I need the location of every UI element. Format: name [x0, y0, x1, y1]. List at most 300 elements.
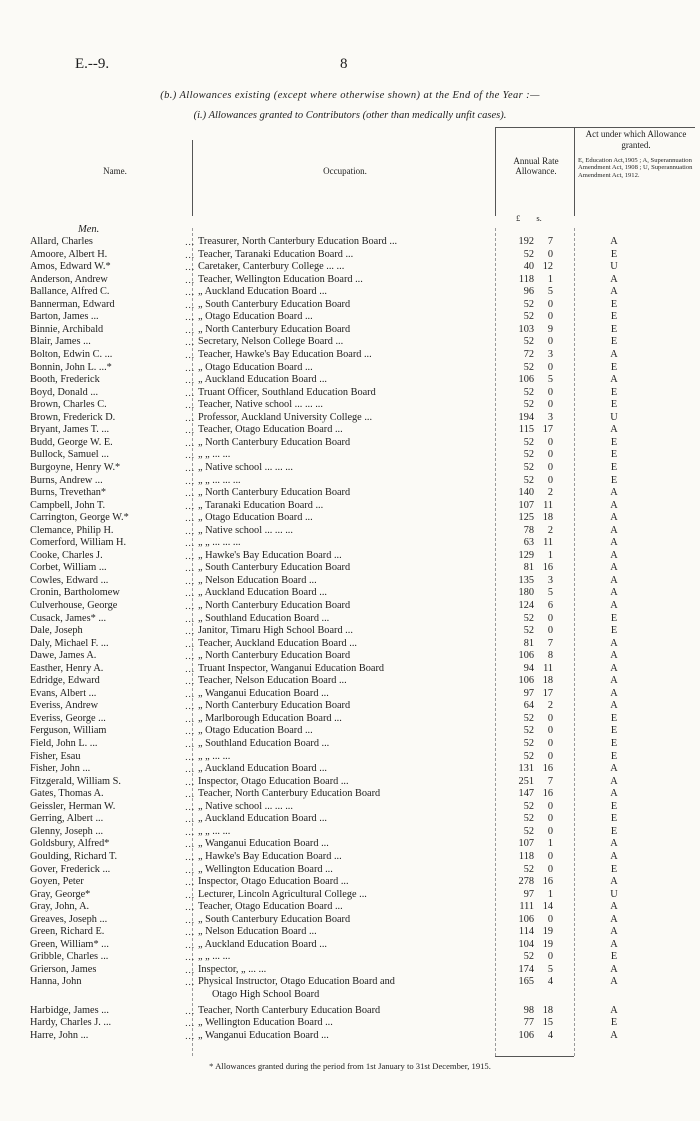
table-row [0, 976, 700, 988]
table-row [0, 1017, 700, 1029]
occupation-cell: „ North Canterbury Education Board [198, 700, 351, 712]
act-code: E [610, 725, 618, 737]
annual-rate-shillings: 5 [547, 963, 553, 975]
leader-dots: ... [185, 889, 195, 900]
act-code: A [610, 763, 618, 775]
annual-rate-pounds: 81 [523, 562, 534, 574]
name-cell: Clemance, Philip H. [30, 524, 114, 536]
leader-dots: ... [185, 262, 195, 273]
name-cell: Campbell, John T. [30, 499, 106, 511]
table-row [0, 638, 700, 650]
annual-rate-shillings: 17 [542, 424, 553, 436]
annual-rate-shillings: 0 [547, 612, 553, 624]
annual-rate-pounds: 52 [523, 361, 534, 373]
annual-rate-pounds: 98 [523, 1004, 534, 1016]
leader-dots: ... [185, 651, 195, 662]
act-code: A [610, 700, 618, 712]
occupation-cell: „ Otago Education Board ... [198, 311, 313, 323]
act-code: A [610, 838, 618, 850]
leader-dots: ... [185, 425, 195, 436]
name-cell: Amos, Edward W.* [30, 261, 111, 273]
leader-dots: ... [185, 964, 195, 975]
table-row [0, 926, 700, 938]
occupation-cell: „ South Canterbury Education Board [198, 913, 351, 925]
table-row [0, 688, 700, 700]
table-row [0, 625, 700, 637]
occupation-cell: „ Native school ... ... ... [198, 461, 293, 473]
annual-rate-shillings: 0 [547, 298, 553, 310]
annual-rate-pounds: 131 [518, 763, 534, 775]
occupation-cell: Teacher, North Canterbury Education Board [198, 788, 381, 800]
annual-rate-pounds: 135 [518, 574, 534, 586]
annual-rate-shillings: 12 [542, 261, 553, 273]
act-code: A [610, 1029, 618, 1041]
annual-rate-pounds: 94 [523, 662, 534, 674]
leader-dots: ... [185, 826, 195, 837]
table-row [0, 299, 700, 311]
column-divider-rate [574, 127, 575, 216]
name-cell: Gates, Thomas A. [30, 788, 104, 800]
page-number: 8 [340, 56, 348, 72]
leader-dots: ... [185, 525, 195, 536]
name-cell: Gray, George* [30, 888, 91, 900]
table-row [0, 349, 700, 361]
act-code: A [610, 512, 618, 524]
act-code: U [610, 888, 618, 900]
act-code: A [610, 850, 618, 862]
annual-rate-shillings: 3 [547, 349, 553, 360]
table-row [0, 537, 700, 549]
annual-rate-pounds: 125 [518, 512, 534, 524]
footnote: * Allowances granted during the period from 1st January to 31st December, 1915. [209, 1061, 491, 1071]
occupation-cell: Professor, Auckland University College ... [198, 411, 373, 423]
table-row [0, 286, 700, 298]
table-row [0, 512, 700, 524]
act-code: E [610, 474, 618, 486]
act-code: E [610, 800, 618, 812]
annual-rate-pounds: 114 [518, 926, 534, 938]
name-cell: Budd, George W. E. [30, 436, 113, 448]
annual-rate-shillings: 0 [547, 813, 553, 825]
table-row [0, 500, 700, 512]
name-cell: Cooke, Charles J. [30, 549, 103, 561]
annual-rate-pounds: 107 [518, 838, 534, 850]
act-code: E [610, 386, 618, 398]
leader-dots: ... [185, 249, 195, 260]
act-code: A [610, 775, 618, 787]
name-cell: Gerring, Albert ... [30, 813, 104, 825]
pound-unit: £ [516, 213, 521, 223]
leader-dots: ... [185, 513, 195, 524]
occupation-cell: „ Hawke's Bay Education Board ... [198, 850, 342, 862]
annual-rate-pounds: 52 [523, 725, 534, 737]
act-code: E [610, 738, 618, 749]
act-code: A [610, 273, 618, 285]
annual-rate-shillings: 16 [542, 562, 553, 574]
leader-dots: ... [185, 952, 195, 963]
act-code: A [610, 562, 618, 574]
occupation-cell: „ Otago Education Board ... [198, 361, 313, 373]
annual-rate-shillings: 4 [547, 1029, 553, 1041]
leader-dots: ... [185, 789, 195, 800]
leader-dots: ... [185, 488, 195, 498]
annual-rate-pounds: 115 [518, 424, 534, 436]
annual-rate-shillings: 5 [547, 587, 553, 599]
name-cell: Gribble, Charles ... [30, 951, 109, 963]
table-row [0, 700, 700, 712]
annual-rate-pounds: 40 [523, 261, 534, 273]
annual-rate-shillings: 0 [547, 800, 553, 812]
occupation-cell: „ North Canterbury Education Board [198, 599, 351, 611]
leader-dots: ... [185, 902, 195, 913]
annual-rate-pounds: 106 [518, 913, 534, 925]
annual-rate-shillings: 18 [542, 512, 553, 524]
table-row [0, 801, 700, 813]
annual-rate-shillings: 18 [542, 1004, 553, 1016]
act-code: E [610, 712, 618, 724]
occupation-cell: Treasurer, North Canterbury Education Board ... [198, 236, 398, 247]
annual-rate-shillings: 0 [547, 436, 553, 448]
document-reference: E.--9. [75, 56, 110, 72]
annual-rate-shillings: 0 [547, 712, 553, 724]
name-cell: Fisher, Esau [30, 750, 81, 762]
name-cell: Anderson, Andrew [30, 273, 108, 285]
annual-rate-pounds: 129 [518, 549, 534, 561]
leader-dots: ... [185, 613, 195, 624]
act-code: U [610, 411, 618, 423]
name-cell: Goldsbury, Alfred* [30, 838, 110, 850]
annual-rate-shillings: 0 [547, 825, 553, 837]
leader-dots: ... [185, 450, 195, 461]
leader-dots: ... [185, 1018, 195, 1029]
annual-rate-pounds: 104 [518, 938, 534, 950]
name-cell: Dale, Joseph [30, 625, 83, 636]
annual-rate-shillings: 18 [542, 675, 553, 687]
table-row [0, 387, 700, 399]
leader-dots: ... [185, 1030, 195, 1041]
annual-rate-pounds: 52 [523, 449, 534, 461]
name-cell: Ballance, Alfred C. [30, 286, 110, 298]
currency-units [516, 213, 542, 223]
act-code: A [610, 424, 618, 436]
act-code: A [610, 637, 618, 649]
name-cell: Green, William* ... [30, 938, 109, 950]
leader-dots: ... [185, 462, 195, 473]
annual-rate-shillings: 11 [543, 499, 553, 511]
table-row [0, 525, 700, 537]
name-cell: Edridge, Edward [30, 675, 100, 687]
table-row [0, 914, 700, 926]
annual-rate-shillings: 0 [547, 725, 553, 737]
leader-dots: ... [185, 600, 195, 611]
annual-rate-pounds: 118 [518, 850, 534, 862]
table-row [0, 776, 700, 788]
occupation-cell: Janitor, Timaru High School Board ... [198, 625, 353, 636]
act-code: A [610, 926, 618, 938]
column-header-act: Act under which Allowance granted. [585, 129, 687, 150]
act-code: A [610, 876, 618, 887]
leader-dots: ... [185, 814, 195, 825]
leader-dots: ... [185, 588, 195, 599]
annual-rate-pounds: 52 [523, 625, 534, 636]
annual-rate-pounds: 52 [523, 399, 534, 411]
table-subtitle: (i.) Allowances granted to Contributors (other than medically unfit cases). [193, 110, 507, 121]
table-row [0, 725, 700, 737]
annual-rate-pounds: 52 [523, 863, 534, 875]
occupation-cell: „ Otago Education Board ... [198, 512, 313, 524]
act-code: A [610, 587, 618, 599]
table-row [0, 675, 700, 687]
name-cell: Easther, Henry A. [30, 662, 104, 674]
annual-rate-pounds: 52 [523, 951, 534, 963]
occupation-cell: „ Auckland Education Board ... [198, 938, 327, 950]
name-cell: Bannerman, Edward [30, 298, 115, 310]
name-cell: Grierson, James [30, 963, 97, 975]
table-row [0, 261, 700, 273]
table-row [0, 650, 700, 662]
table-row-continuation [0, 989, 700, 1001]
name-cell: Goulding, Richard T. [30, 850, 118, 862]
leader-dots: ... [185, 287, 195, 298]
column-header-annual-rate: Annual Rate Allowance. [513, 156, 559, 176]
shilling-unit: s. [536, 213, 542, 223]
leader-dots: ... [185, 387, 195, 398]
annual-rate-pounds: 96 [523, 286, 534, 298]
table-row [0, 826, 700, 838]
occupation-cell: „ „ ... ... [198, 449, 231, 461]
leader-dots: ... [185, 538, 195, 549]
act-code: A [610, 913, 618, 925]
occupation-cell: „ Nelson Education Board ... [198, 926, 317, 938]
occupation-cell: Teacher, Otago Education Board ... [198, 424, 343, 436]
name-cell: Burgoyne, Henry W.* [30, 461, 121, 473]
annual-rate-shillings: 0 [547, 474, 553, 486]
table-row [0, 424, 700, 436]
act-code: A [610, 650, 618, 662]
act-code: E [610, 361, 618, 373]
table-row [0, 236, 700, 248]
leader-dots: ... [185, 776, 195, 787]
annual-rate-pounds: 63 [523, 537, 534, 549]
name-cell: Glenny, Joseph ... [30, 825, 104, 837]
act-code: A [610, 788, 618, 800]
annual-rate-shillings: 11 [543, 537, 553, 549]
name-cell: Booth, Frederick [30, 374, 100, 386]
occupation-cell: „ „ ... ... ... [198, 474, 241, 486]
occupation-cell: „ Auckland Education Board ... [198, 763, 327, 775]
table-row [0, 751, 700, 763]
occupation-cell: Lecturer, Lincoln Agricultural College ... [198, 888, 367, 900]
act-code: A [610, 662, 618, 674]
occupation-cell: „ „ ... ... [198, 825, 231, 837]
table-row [0, 663, 700, 675]
name-cell: Carrington, George W.* [30, 512, 129, 524]
act-code: E [610, 951, 618, 963]
name-cell: Bullock, Samuel ... [30, 449, 109, 461]
name-cell: Blair, James ... [30, 336, 91, 348]
name-cell: Hardy, Charles J. ... [30, 1017, 112, 1029]
annual-rate-shillings: 3 [547, 411, 553, 423]
leader-dots: ... [185, 713, 195, 724]
name-cell: Burns, Trevethan* [30, 487, 107, 498]
name-cell: Corbet, William ... [30, 562, 107, 574]
name-cell: Harbidge, James ... [30, 1004, 109, 1016]
name-cell: Boyd, Donald ... [30, 386, 99, 398]
table-row [0, 462, 700, 474]
annual-rate-shillings: 19 [542, 938, 553, 950]
leader-dots: ... [185, 801, 195, 812]
occupation-cell: Truant Officer, Southland Education Board [198, 386, 376, 398]
leader-dots: ... [185, 299, 195, 310]
name-cell: Bolton, Edwin C. ... [30, 349, 113, 360]
annual-rate-shillings: 15 [542, 1017, 553, 1029]
name-cell: Everiss, George ... [30, 712, 106, 724]
annual-rate-pounds: 106 [518, 650, 534, 662]
table-row [0, 562, 700, 574]
annual-rate-shillings: 5 [547, 286, 553, 298]
leader-dots: ... [185, 274, 195, 285]
annual-rate-pounds: 180 [518, 587, 534, 599]
occupation-cell: Teacher, Otago Education Board ... [198, 901, 343, 913]
annual-rate-pounds: 72 [523, 349, 534, 360]
occupation-cell: „ North Canterbury Education Board [198, 436, 351, 448]
leader-dots: ... [185, 638, 195, 649]
name-cell: Culverhouse, George [30, 599, 118, 611]
leader-dots: ... [185, 400, 195, 411]
act-code: E [610, 625, 618, 636]
column-header-name: Name. [103, 166, 127, 176]
leader-dots: ... [185, 839, 195, 850]
occupation-cell: „ North Canterbury Education Board [198, 487, 351, 498]
occupation-cell: „ „ ... ... ... [198, 537, 241, 549]
annual-rate-pounds: 165 [518, 976, 534, 988]
table-row [0, 813, 700, 825]
section-label-men: Men. [78, 224, 100, 235]
act-code: E [610, 813, 618, 825]
occupation-cell: „ Nelson Education Board ... [198, 574, 317, 586]
name-cell: Fisher, John ... [30, 763, 91, 775]
occupation-cell: „ Otago Education Board ... [198, 725, 313, 737]
act-code: E [610, 298, 618, 310]
annual-rate-pounds: 278 [518, 876, 534, 887]
table-row [0, 449, 700, 461]
name-cell: Field, John L. ... [30, 738, 98, 749]
leader-dots: ... [185, 337, 195, 348]
leader-dots: ... [185, 1005, 195, 1016]
act-code: A [610, 963, 618, 975]
table-row [0, 1030, 700, 1042]
annual-rate-shillings: 8 [547, 650, 553, 662]
act-code: E [610, 399, 618, 411]
column-divider-occupation [495, 127, 496, 216]
table-row [0, 738, 700, 750]
annual-rate-shillings: 16 [542, 788, 553, 800]
act-code: A [610, 286, 618, 298]
leader-dots: ... [185, 701, 195, 712]
leader-dots: ... [185, 362, 195, 373]
occupation-cell: „ Auckland Education Board ... [198, 374, 327, 386]
act-code: E [610, 311, 618, 323]
occupation-cell: Inspector, Otago Education Board ... [198, 876, 349, 887]
occupation-cell: „ Native school ... ... ... [198, 524, 293, 536]
annual-rate-shillings: 17 [542, 687, 553, 699]
leader-dots: ... [185, 751, 195, 762]
name-cell: Brown, Frederick D. [30, 411, 116, 423]
table-row [0, 600, 700, 612]
name-cell: Dawe, James A. [30, 650, 97, 662]
annual-rate-pounds: 52 [523, 612, 534, 624]
annual-rate-shillings: 5 [547, 374, 553, 386]
occupation-cell: Teacher, Auckland Education Board ... [198, 637, 357, 649]
annual-rate-shillings: 6 [547, 599, 553, 611]
leader-dots: ... [185, 764, 195, 775]
annual-rate-pounds: 111 [519, 901, 534, 913]
act-code: A [610, 1004, 618, 1016]
name-cell: Cusack, James* ... [30, 612, 107, 624]
occupation-cell: „ North Canterbury Education Board [198, 650, 351, 662]
annual-rate-shillings: 1 [547, 838, 553, 850]
act-code: U [610, 261, 618, 273]
annual-rate-pounds: 52 [523, 800, 534, 812]
occupation-cell: „ Native school ... ... ... [198, 800, 293, 812]
annual-rate-pounds: 106 [518, 675, 534, 687]
table-row [0, 613, 700, 625]
header-top-rule [495, 127, 695, 128]
occupation-cell: „ Wellington Education Board ... [198, 863, 333, 875]
table-row [0, 249, 700, 261]
annual-rate-shillings: 0 [547, 625, 553, 636]
annual-rate-shillings: 0 [547, 336, 553, 348]
table-row [0, 487, 700, 499]
table-row [0, 964, 700, 976]
annual-rate-shillings: 16 [542, 763, 553, 775]
occupation-cell: Secretary, Nelson College Board ... [198, 336, 344, 348]
table-row [0, 713, 700, 725]
table-row [0, 788, 700, 800]
annual-rate-shillings: 0 [547, 248, 553, 260]
name-cell: Goyen, Peter [30, 876, 84, 887]
annual-rate-shillings: 4 [547, 976, 553, 988]
annual-rate-shillings: 0 [547, 386, 553, 398]
column-header-occupation: Occupation. [323, 166, 367, 176]
table-row [0, 587, 700, 599]
annual-rate-shillings: 2 [547, 700, 553, 712]
annual-rate-shillings: 0 [547, 399, 553, 411]
annual-rate-pounds: 78 [523, 524, 534, 536]
annual-rate-shillings: 1 [547, 549, 553, 561]
annual-rate-shillings: 0 [547, 449, 553, 461]
leader-dots: ... [185, 864, 195, 875]
occupation-cell: Teacher, Wellington Education Board ... [198, 273, 363, 285]
annual-rate-shillings: 0 [547, 750, 553, 762]
occupation-cell: „ North Canterbury Education Board [198, 323, 351, 335]
occupation-cell: Physical Instructor, Otago Education Board and [198, 976, 395, 988]
name-cell: Gover, Frederick ... [30, 863, 111, 875]
occupation-cell: Caretaker, Canterbury College ... ... [198, 261, 345, 273]
annual-rate-pounds: 52 [523, 825, 534, 837]
occupation-cell: „ Marlborough Education Board ... [198, 712, 342, 724]
table-row [0, 336, 700, 348]
annual-rate-shillings: 0 [547, 361, 553, 373]
table-row [0, 763, 700, 775]
annual-rate-pounds: 52 [523, 311, 534, 323]
table-row [0, 311, 700, 323]
table-row [0, 939, 700, 951]
leader-dots: ... [185, 726, 195, 737]
table-row [0, 399, 700, 411]
leader-dots: ... [185, 312, 195, 323]
occupation-cell: „ „ ... ... [198, 750, 231, 762]
